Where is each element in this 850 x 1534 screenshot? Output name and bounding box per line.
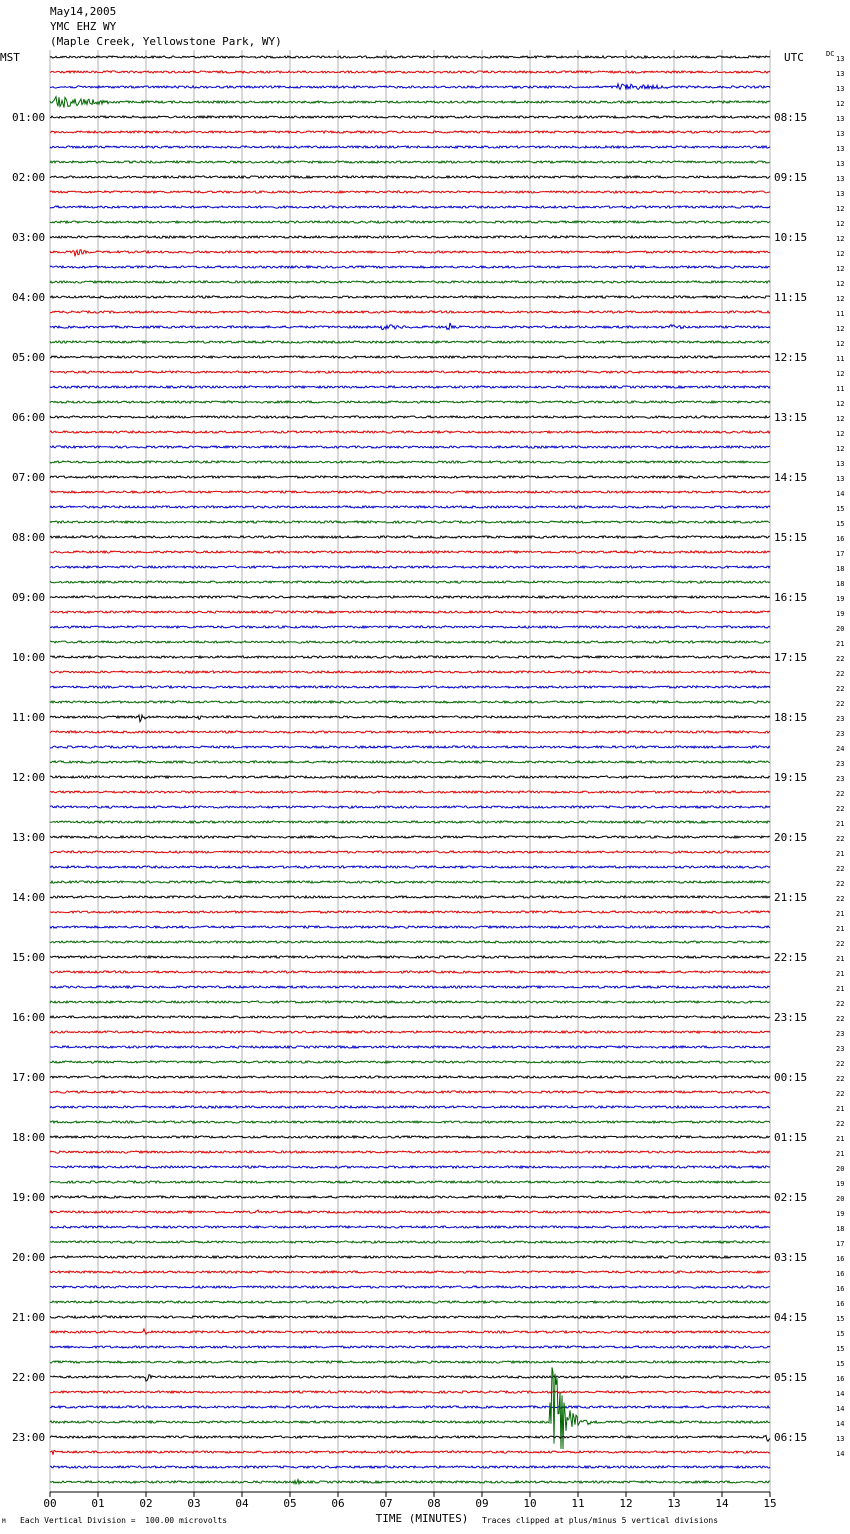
- dc-value: 13: [836, 475, 845, 483]
- utc-hour-label: 08:15: [774, 111, 808, 124]
- seismic-trace: [50, 176, 770, 178]
- dc-value: 21: [836, 970, 845, 978]
- seismic-trace: [50, 1226, 770, 1228]
- dc-value: 19: [836, 595, 845, 603]
- seismic-trace: [50, 806, 770, 808]
- dc-value: 12: [836, 205, 845, 213]
- seismic-trace: [50, 521, 770, 523]
- seismic-trace: [50, 746, 770, 748]
- seismic-trace: [50, 446, 770, 448]
- x-axis-title: TIME (MINUTES): [375, 1512, 469, 1525]
- mst-hour-label: 01:00: [12, 111, 46, 124]
- utc-hour-label: 23:15: [774, 1011, 808, 1024]
- x-tick-label: 05: [283, 1497, 297, 1510]
- seismic-trace: [50, 641, 770, 643]
- dc-value: 15: [836, 1360, 845, 1368]
- seismic-trace: [50, 1136, 770, 1138]
- x-tick-label: 09: [475, 1497, 489, 1510]
- utc-hour-label: 00:15: [774, 1071, 808, 1084]
- seismic-trace: [50, 116, 770, 118]
- seismic-trace: [50, 1091, 770, 1093]
- dc-value: 21: [836, 640, 845, 648]
- dc-value: 22: [836, 1000, 845, 1008]
- mst-hour-label: 15:00: [12, 951, 46, 964]
- seismic-trace: [50, 911, 770, 913]
- mst-hour-label: 13:00: [12, 831, 46, 844]
- mst-hour-label: 17:00: [12, 1071, 46, 1084]
- seismic-trace: [50, 296, 770, 298]
- mst-hour-label: 14:00: [12, 891, 46, 904]
- dc-value: 12: [836, 430, 845, 438]
- dc-value: 21: [836, 1105, 845, 1113]
- x-tick-label: 15: [763, 1497, 777, 1510]
- dc-value: 12: [836, 250, 845, 258]
- dc-value: 23: [836, 730, 845, 738]
- dc-value: 18: [836, 565, 845, 573]
- dc-value: 14: [836, 490, 845, 498]
- dc-value: 12: [836, 445, 845, 453]
- utc-hour-label: 09:15: [774, 171, 808, 184]
- mst-hour-label: 05:00: [12, 351, 46, 364]
- dc-value: 12: [836, 235, 845, 243]
- seismic-trace: [50, 266, 770, 268]
- dc-value: 14: [836, 1390, 845, 1398]
- utc-hour-label: 12:15: [774, 351, 808, 364]
- dc-value: 19: [836, 1180, 845, 1188]
- mst-hour-label: 08:00: [12, 531, 46, 544]
- seismic-trace: [50, 386, 770, 388]
- utc-hour-label: 15:15: [774, 531, 808, 544]
- seismic-trace: [50, 161, 770, 163]
- corner-mark: M: [2, 1518, 6, 1525]
- seismic-trace: [50, 191, 770, 193]
- dc-value: 22: [836, 790, 845, 798]
- x-tick-label: 11: [571, 1497, 585, 1510]
- utc-hour-label: 20:15: [774, 831, 808, 844]
- mst-hour-label: 09:00: [12, 591, 46, 604]
- mst-hour-label: 04:00: [12, 291, 46, 304]
- seismic-trace: [50, 1286, 770, 1288]
- dc-value: 13: [836, 460, 845, 468]
- dc-value: 20: [836, 1195, 845, 1203]
- seismic-trace: [50, 1210, 770, 1213]
- seismic-trace: [50, 941, 770, 943]
- dc-value: 12: [836, 220, 845, 228]
- seismic-trace: [50, 656, 770, 658]
- utc-hour-label: 01:15: [774, 1131, 808, 1144]
- dc-value: 13: [836, 190, 845, 198]
- dc-value: 21: [836, 925, 845, 933]
- x-tick-label: 13: [667, 1497, 681, 1510]
- dc-value: 21: [836, 1135, 845, 1143]
- dc-value: 22: [836, 1075, 845, 1083]
- seismic-trace: [50, 1076, 770, 1078]
- seismic-trace: [50, 371, 770, 373]
- mst-hour-label: 03:00: [12, 231, 46, 244]
- seismic-trace: [50, 1016, 770, 1018]
- dc-value: 21: [836, 955, 845, 963]
- seismic-trace: [50, 311, 770, 313]
- x-tick-label: 03: [187, 1497, 201, 1510]
- x-tick-label: 07: [379, 1497, 393, 1510]
- seismic-trace: [50, 1466, 770, 1468]
- mst-axis-label: MST: [0, 51, 20, 64]
- dc-value: 13: [836, 55, 845, 63]
- seismic-trace: [50, 97, 770, 108]
- dc-value: 16: [836, 1375, 845, 1383]
- utc-axis-label: UTC: [784, 51, 804, 64]
- seismic-trace: [50, 491, 770, 493]
- seismic-trace: [50, 1121, 770, 1123]
- dc-value: 20: [836, 1165, 845, 1173]
- seismic-trace: [50, 401, 770, 403]
- dc-value: 12: [836, 295, 845, 303]
- seismic-trace: [50, 1329, 770, 1334]
- seismic-trace: [50, 1435, 770, 1441]
- x-tick-label: 00: [43, 1497, 57, 1510]
- mst-hour-label: 18:00: [12, 1131, 46, 1144]
- seismic-trace: [50, 71, 770, 73]
- seismic-trace: [50, 1391, 770, 1393]
- seismic-trace: [50, 1406, 770, 1408]
- seismic-trace: [50, 221, 770, 223]
- seismic-trace: [50, 926, 770, 928]
- seismic-trace: [50, 1031, 770, 1033]
- seismic-trace: [50, 536, 770, 538]
- seismic-trace: [50, 1106, 770, 1108]
- seismic-trace: [50, 1346, 770, 1348]
- dc-value: 22: [836, 880, 845, 888]
- dc-value: 13: [836, 85, 845, 93]
- dc-value: 18: [836, 580, 845, 588]
- dc-value: 21: [836, 1150, 845, 1158]
- utc-hour-label: 14:15: [774, 471, 808, 484]
- date-title: May14,2005: [50, 5, 117, 18]
- seismic-trace: [50, 551, 770, 553]
- seismic-trace: [50, 341, 770, 343]
- dc-value: 12: [836, 280, 845, 288]
- dc-value: 23: [836, 775, 845, 783]
- trace-group: [50, 56, 770, 1484]
- utc-hour-label: 06:15: [774, 1431, 808, 1444]
- mst-hour-label: 20:00: [12, 1251, 46, 1264]
- location-title: (Maple Creek, Yellowstone Park, WY): [50, 35, 282, 48]
- seismic-trace: [50, 250, 770, 257]
- dc-value: 24: [836, 745, 845, 753]
- dc-value: 14: [836, 1450, 845, 1458]
- seismic-trace: [50, 671, 770, 673]
- dc-value: 13: [836, 1435, 845, 1443]
- dc-value: 20: [836, 625, 845, 633]
- dc-value: 21: [836, 850, 845, 858]
- clip-note: Traces clipped at plus/minus 5 vertical divisions: [482, 1516, 719, 1525]
- seismic-trace: [50, 1181, 770, 1183]
- dc-value: 12: [836, 325, 845, 333]
- dc-value: 15: [836, 1330, 845, 1338]
- mst-hour-label: 07:00: [12, 471, 46, 484]
- utc-hour-label: 22:15: [774, 951, 808, 964]
- dc-value: 22: [836, 940, 845, 948]
- dc-value: 12: [836, 100, 845, 108]
- dc-value: 11: [836, 310, 845, 318]
- x-tick-label: 01: [91, 1497, 105, 1510]
- dc-value: 11: [836, 385, 845, 393]
- dc-value: 21: [836, 985, 845, 993]
- dc-value: 23: [836, 1030, 845, 1038]
- dc-value: 22: [836, 805, 845, 813]
- utc-hour-label: 04:15: [774, 1311, 808, 1324]
- seismic-trace: [50, 1001, 770, 1003]
- seismic-trace: [50, 881, 770, 883]
- dc-value: 12: [836, 265, 845, 273]
- seismic-trace: [50, 1451, 770, 1455]
- seismic-trace: [50, 821, 770, 823]
- seismic-trace: [50, 476, 770, 478]
- label-group: [0, 50, 844, 1458]
- dc-value: 21: [836, 820, 845, 828]
- dc-value: 15: [836, 505, 845, 513]
- seismic-trace: [50, 1301, 770, 1303]
- mst-hour-label: 21:00: [12, 1311, 46, 1324]
- dc-value: 16: [836, 1255, 845, 1263]
- utc-hour-label: 10:15: [774, 231, 808, 244]
- dc-value: 14: [836, 1420, 845, 1428]
- dc-label: DC: [826, 50, 835, 58]
- utc-hour-label: 17:15: [774, 651, 808, 664]
- utc-hour-label: 16:15: [774, 591, 808, 604]
- seismic-trace: [50, 416, 770, 418]
- utc-hour-label: 03:15: [774, 1251, 808, 1264]
- dc-value: 12: [836, 340, 845, 348]
- utc-hour-label: 13:15: [774, 411, 808, 424]
- dc-value: 22: [836, 655, 845, 663]
- seismic-trace: [50, 1196, 770, 1198]
- seismic-trace: [50, 323, 770, 330]
- seismic-trace: [50, 971, 770, 973]
- seismic-trace: [50, 1166, 770, 1168]
- seismic-trace: [50, 686, 770, 688]
- dc-value: 13: [836, 145, 845, 153]
- dc-value: 13: [836, 115, 845, 123]
- seismic-trace: [50, 851, 770, 853]
- dc-value: 23: [836, 715, 845, 723]
- seismic-trace: [50, 1151, 770, 1153]
- seismic-trace: [50, 1375, 770, 1381]
- utc-hour-label: 19:15: [774, 771, 808, 784]
- x-tick-label: 14: [715, 1497, 729, 1510]
- seismic-trace: [50, 356, 770, 358]
- dc-value: 19: [836, 1210, 845, 1218]
- utc-hour-label: 05:15: [774, 1371, 808, 1384]
- dc-value: 13: [836, 70, 845, 78]
- dc-value: 12: [836, 415, 845, 423]
- seismic-trace: [50, 836, 770, 838]
- dc-value: 12: [836, 370, 845, 378]
- dc-value: 22: [836, 670, 845, 678]
- seismic-trace: [50, 596, 770, 598]
- utc-hour-label: 21:15: [774, 891, 808, 904]
- seismic-trace: [50, 1241, 770, 1243]
- seismic-trace: [50, 1061, 770, 1063]
- utc-hour-label: 02:15: [774, 1191, 808, 1204]
- seismic-trace: [50, 776, 770, 778]
- mst-hour-label: 06:00: [12, 411, 46, 424]
- dc-value: 22: [836, 1060, 845, 1068]
- seismic-trace: [50, 611, 770, 613]
- seismic-trace: [50, 1046, 770, 1048]
- scale-note: Each Vertical Division = 100.00 microvolts: [20, 1516, 228, 1525]
- dc-value: 22: [836, 865, 845, 873]
- dc-value: 17: [836, 550, 845, 558]
- seismic-trace: [50, 701, 770, 703]
- seismic-trace: [50, 1271, 770, 1273]
- dc-value: 13: [836, 130, 845, 138]
- dc-value: 22: [836, 1015, 845, 1023]
- mst-hour-label: 12:00: [12, 771, 46, 784]
- dc-value: 19: [836, 610, 845, 618]
- dc-value: 16: [836, 1270, 845, 1278]
- dc-value: 22: [836, 1090, 845, 1098]
- seismic-trace: [50, 715, 770, 722]
- mst-hour-label: 19:00: [12, 1191, 46, 1204]
- seismic-trace: [50, 236, 770, 238]
- mst-hour-label: 10:00: [12, 651, 46, 664]
- seismic-trace: [50, 581, 770, 583]
- seismic-trace: [50, 206, 770, 208]
- dc-value: 22: [836, 1120, 845, 1128]
- seismic-trace: [50, 956, 770, 958]
- dc-value: 12: [836, 400, 845, 408]
- x-tick-label: 10: [523, 1497, 537, 1510]
- x-tick-label: 08: [427, 1497, 441, 1510]
- seismic-trace: [50, 1480, 770, 1484]
- utc-hour-label: 18:15: [774, 711, 808, 724]
- dc-value: 15: [836, 1345, 845, 1353]
- seismic-trace: [50, 791, 770, 793]
- seismic-trace: [50, 506, 770, 508]
- dc-value: 15: [836, 1315, 845, 1323]
- dc-value: 21: [836, 910, 845, 918]
- seismic-trace: [50, 1256, 770, 1258]
- seismic-trace: [50, 626, 770, 628]
- seismic-trace: [50, 866, 770, 868]
- seismic-trace: [50, 84, 770, 90]
- seismic-trace: [50, 1361, 770, 1363]
- seismic-trace: [50, 281, 770, 283]
- seismic-trace: [50, 896, 770, 898]
- dc-value: 11: [836, 355, 845, 363]
- dc-value: 22: [836, 685, 845, 693]
- dc-value: 16: [836, 535, 845, 543]
- station-title: YMC EHZ WY: [50, 20, 117, 33]
- mst-hour-label: 11:00: [12, 711, 46, 724]
- dc-value: 18: [836, 1225, 845, 1233]
- dc-value: 22: [836, 700, 845, 708]
- dc-value: 14: [836, 1405, 845, 1413]
- x-tick-label: 06: [331, 1497, 345, 1510]
- x-tick-label: 02: [139, 1497, 153, 1510]
- x-tick-label: 04: [235, 1497, 249, 1510]
- mst-hour-label: 02:00: [12, 171, 46, 184]
- seismic-trace: [50, 56, 770, 58]
- utc-hour-label: 11:15: [774, 291, 808, 304]
- seismic-trace: [50, 461, 770, 463]
- dc-value: 15: [836, 520, 845, 528]
- seismic-trace: [50, 986, 770, 988]
- x-tick-label: 12: [619, 1497, 633, 1510]
- dc-value: 13: [836, 160, 845, 168]
- dc-value: 22: [836, 835, 845, 843]
- mst-hour-label: 23:00: [12, 1431, 46, 1444]
- seismic-trace: [50, 761, 770, 763]
- mst-hour-label: 16:00: [12, 1011, 46, 1024]
- dc-value: 23: [836, 1045, 845, 1053]
- seismic-trace: [50, 131, 770, 133]
- dc-value: 22: [836, 895, 845, 903]
- dc-value: 23: [836, 760, 845, 768]
- dc-value: 13: [836, 175, 845, 183]
- seismic-trace: [50, 1316, 770, 1318]
- dc-value: 17: [836, 1240, 845, 1248]
- dc-value: 16: [836, 1285, 845, 1293]
- dc-value: 16: [836, 1300, 845, 1308]
- seismic-trace: [50, 146, 770, 148]
- seismic-trace: [50, 431, 770, 433]
- seismic-trace: [50, 566, 770, 568]
- seismic-trace: [50, 731, 770, 733]
- mst-hour-label: 22:00: [12, 1371, 46, 1384]
